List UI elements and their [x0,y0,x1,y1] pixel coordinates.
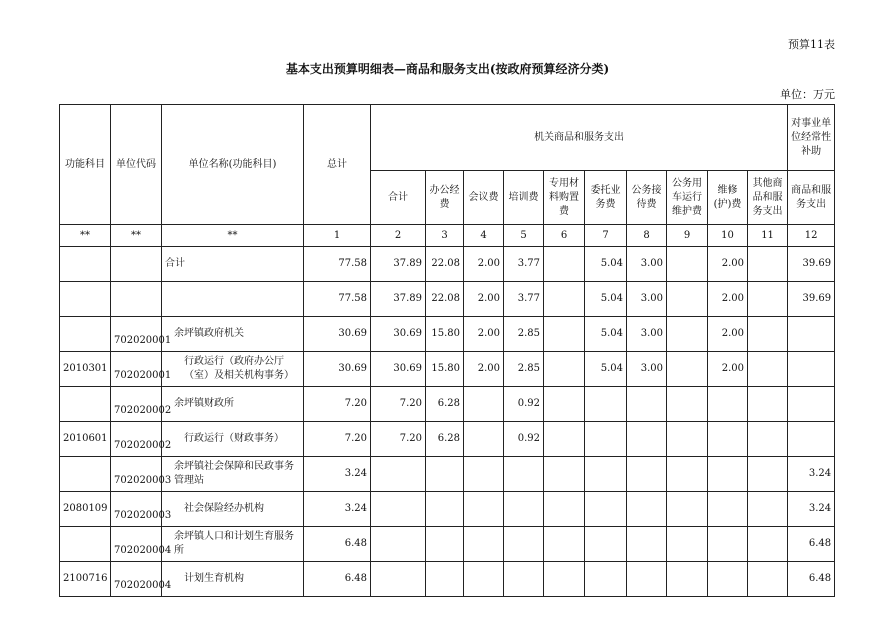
page-title: 基本支出预算明细表—商品和服务支出(按政府预算经济分类) [285,62,610,76]
unit-label: 单位：万元 [780,88,835,101]
amount-cell [544,352,585,387]
header-unit-name: 单位名称(功能科目) [162,105,304,225]
amount-cell [504,457,544,492]
header-sub: 维修(护)费 [708,171,748,225]
amount-cell [544,527,585,562]
unit-name-cell [162,282,304,317]
amount-cell: 2.00 [708,247,748,282]
unit-name-cell: 行政运行（政府办公厅（室）及相关机构事务） [162,352,304,387]
amount-cell: 15.80 [426,317,464,352]
amount-cell: 0.92 [504,422,544,457]
unit-code-cell: 702020004 [111,562,162,597]
amount-cell [708,387,748,422]
amount-cell: 5.04 [585,282,627,317]
func-subject-cell: 2010601 [60,422,111,457]
marker-row [60,225,835,247]
unit-code-cell: 702020003 [111,457,162,492]
amount-cell [627,422,667,457]
unit-code-cell: 702020002 [111,387,162,422]
amount-cell [544,387,585,422]
amount-cell [426,457,464,492]
func-subject-cell [60,387,111,422]
amount-cell [371,492,426,527]
func-subject-cell [60,247,111,282]
table-body [60,105,835,597]
amount-cell: 5.04 [585,317,627,352]
table-row [60,247,835,282]
marker-cell: 7 [585,225,627,247]
unit-code-cell [111,282,162,317]
header-func-subject: 功能科目 [60,105,111,225]
header-sub: 其他商品和服务支出 [748,171,788,225]
amount-cell [788,352,835,387]
amount-cell: 3.24 [788,457,835,492]
amount-cell [504,527,544,562]
amount-cell [544,457,585,492]
table-row [60,317,835,352]
amount-cell [708,527,748,562]
amount-cell [708,422,748,457]
unit-name-cell: 计划生育机构 [162,562,304,597]
amount-cell: 0.92 [504,387,544,422]
amount-cell [464,387,504,422]
amount-cell: 3.00 [627,282,667,317]
amount-cell [627,527,667,562]
amount-cell: 2.00 [708,282,748,317]
amount-cell [544,422,585,457]
header-sub: 公务用车运行维护费 [667,171,708,225]
marker-cell: 11 [748,225,788,247]
document-number: 预算11表 [788,38,835,51]
unit-name-cell: 余坪镇社会保障和民政事务管理站 [162,457,304,492]
total-cell: 3.24 [304,457,371,492]
amount-cell [544,562,585,597]
table-row [60,352,835,387]
header-sub: 合计 [371,171,426,225]
amount-cell [667,457,708,492]
unit-name-cell: 社会保险经办机构 [162,492,304,527]
amount-cell [748,317,788,352]
marker-cell: ** [111,225,162,247]
unit-name-cell: 余坪镇人口和计划生育服务所 [162,527,304,562]
amount-cell: 22.08 [426,282,464,317]
unit-name-cell: 合计 [162,247,304,282]
header-sub: 委托业务费 [585,171,627,225]
unit-code-cell: 702020001 [111,317,162,352]
amount-cell: 3.00 [627,247,667,282]
amount-cell: 39.69 [788,282,835,317]
func-subject-cell [60,317,111,352]
func-subject-cell [60,457,111,492]
amount-cell [371,457,426,492]
amount-cell [667,527,708,562]
amount-cell: 2.00 [464,352,504,387]
unit-code-cell: 702020001 [111,352,162,387]
table-row [60,562,835,597]
amount-cell: 2.00 [708,317,748,352]
amount-cell [708,562,748,597]
amount-cell [585,387,627,422]
header-row-1 [60,105,835,171]
header-sub: 专用材料购置费 [544,171,585,225]
amount-cell [748,562,788,597]
marker-cell: 10 [708,225,748,247]
amount-cell [667,492,708,527]
amount-cell [464,422,504,457]
table-row [60,387,835,422]
amount-cell [748,527,788,562]
amount-cell: 6.48 [788,527,835,562]
header-unit-code: 单位代码 [111,105,162,225]
amount-cell: 2.00 [464,247,504,282]
total-cell: 77.58 [304,282,371,317]
amount-cell [371,527,426,562]
amount-cell: 3.24 [788,492,835,527]
amount-cell [667,387,708,422]
amount-cell [627,492,667,527]
header-sub: 公务接待费 [627,171,667,225]
header-sub: 会议费 [464,171,504,225]
amount-cell [585,492,627,527]
header-sub: 办公经费 [426,171,464,225]
amount-cell [464,492,504,527]
marker-cell: 3 [426,225,464,247]
amount-cell: 2.85 [504,352,544,387]
amount-cell [788,422,835,457]
header-group-label: 机关商品和服务支出 [371,105,788,171]
amount-cell: 2.00 [464,282,504,317]
amount-cell: 2.00 [708,352,748,387]
amount-cell [426,492,464,527]
amount-cell [708,457,748,492]
total-cell: 7.20 [304,422,371,457]
header-sub: 商品和服务支出 [788,171,835,225]
func-subject-cell [60,527,111,562]
table-row [60,282,835,317]
marker-cell: 2 [371,225,426,247]
amount-cell: 7.20 [371,422,426,457]
amount-cell [504,492,544,527]
amount-cell [708,492,748,527]
amount-cell: 39.69 [788,247,835,282]
amount-cell [667,282,708,317]
amount-cell [544,247,585,282]
amount-cell [426,562,464,597]
amount-cell [788,387,835,422]
header-total: 总计 [304,105,371,225]
func-subject-cell: 2080109 [60,492,111,527]
total-cell: 30.69 [304,352,371,387]
amount-cell [748,422,788,457]
amount-cell: 37.89 [371,247,426,282]
amount-cell [544,492,585,527]
amount-cell [464,527,504,562]
table-row [60,527,835,562]
table-row [60,457,835,492]
amount-cell [544,317,585,352]
unit-name-cell: 余坪镇财政所 [162,387,304,422]
func-subject-cell [60,282,111,317]
total-cell: 7.20 [304,387,371,422]
amount-cell [667,317,708,352]
total-cell: 3.24 [304,492,371,527]
marker-cell: 6 [544,225,585,247]
table-row [60,492,835,527]
amount-cell [464,457,504,492]
total-cell: 6.48 [304,562,371,597]
unit-code-cell: 702020002 [111,422,162,457]
amount-cell: 15.80 [426,352,464,387]
amount-cell: 5.04 [585,352,627,387]
amount-cell: 7.20 [371,387,426,422]
func-subject-cell: 2010301 [60,352,111,387]
amount-cell [748,492,788,527]
amount-cell [426,527,464,562]
amount-cell [627,562,667,597]
unit-name-cell: 行政运行（财政事务） [162,422,304,457]
amount-cell: 2.85 [504,317,544,352]
total-cell: 30.69 [304,317,371,352]
amount-cell [667,562,708,597]
amount-cell: 6.28 [426,387,464,422]
amount-cell: 3.00 [627,317,667,352]
amount-cell [667,247,708,282]
amount-cell: 6.28 [426,422,464,457]
marker-cell: 5 [504,225,544,247]
header-subsidy-label: 对事业单位经常性补助 [788,105,835,171]
unit-code-cell: 702020004 [111,527,162,562]
func-subject-cell: 2100716 [60,562,111,597]
budget-table [59,104,835,597]
amount-cell [748,352,788,387]
marker-cell: 4 [464,225,504,247]
header-sub: 培训费 [504,171,544,225]
amount-cell: 3.77 [504,247,544,282]
marker-cell: 9 [667,225,708,247]
amount-cell [748,247,788,282]
amount-cell [627,457,667,492]
table-row [60,422,835,457]
amount-cell: 22.08 [426,247,464,282]
amount-cell [585,422,627,457]
unit-name-cell: 余坪镇政府机关 [162,317,304,352]
marker-cell: 1 [304,225,371,247]
marker-cell: 8 [627,225,667,247]
amount-cell [748,282,788,317]
amount-cell [627,387,667,422]
amount-cell [748,387,788,422]
amount-cell [667,422,708,457]
amount-cell [544,282,585,317]
marker-cell: ** [60,225,111,247]
amount-cell: 3.00 [627,352,667,387]
marker-cell: 12 [788,225,835,247]
marker-cell: ** [162,225,304,247]
amount-cell: 37.89 [371,282,426,317]
amount-cell [585,527,627,562]
unit-code-cell: 702020003 [111,492,162,527]
amount-cell [748,457,788,492]
total-cell: 6.48 [304,527,371,562]
amount-cell [371,562,426,597]
amount-cell [667,352,708,387]
amount-cell [504,562,544,597]
amount-cell [585,562,627,597]
amount-cell: 30.69 [371,352,426,387]
amount-cell [585,457,627,492]
total-cell: 77.58 [304,247,371,282]
amount-cell: 30.69 [371,317,426,352]
amount-cell [788,317,835,352]
amount-cell [464,562,504,597]
amount-cell: 3.77 [504,282,544,317]
amount-cell: 6.48 [788,562,835,597]
amount-cell: 2.00 [464,317,504,352]
amount-cell: 5.04 [585,247,627,282]
unit-code-cell [111,247,162,282]
